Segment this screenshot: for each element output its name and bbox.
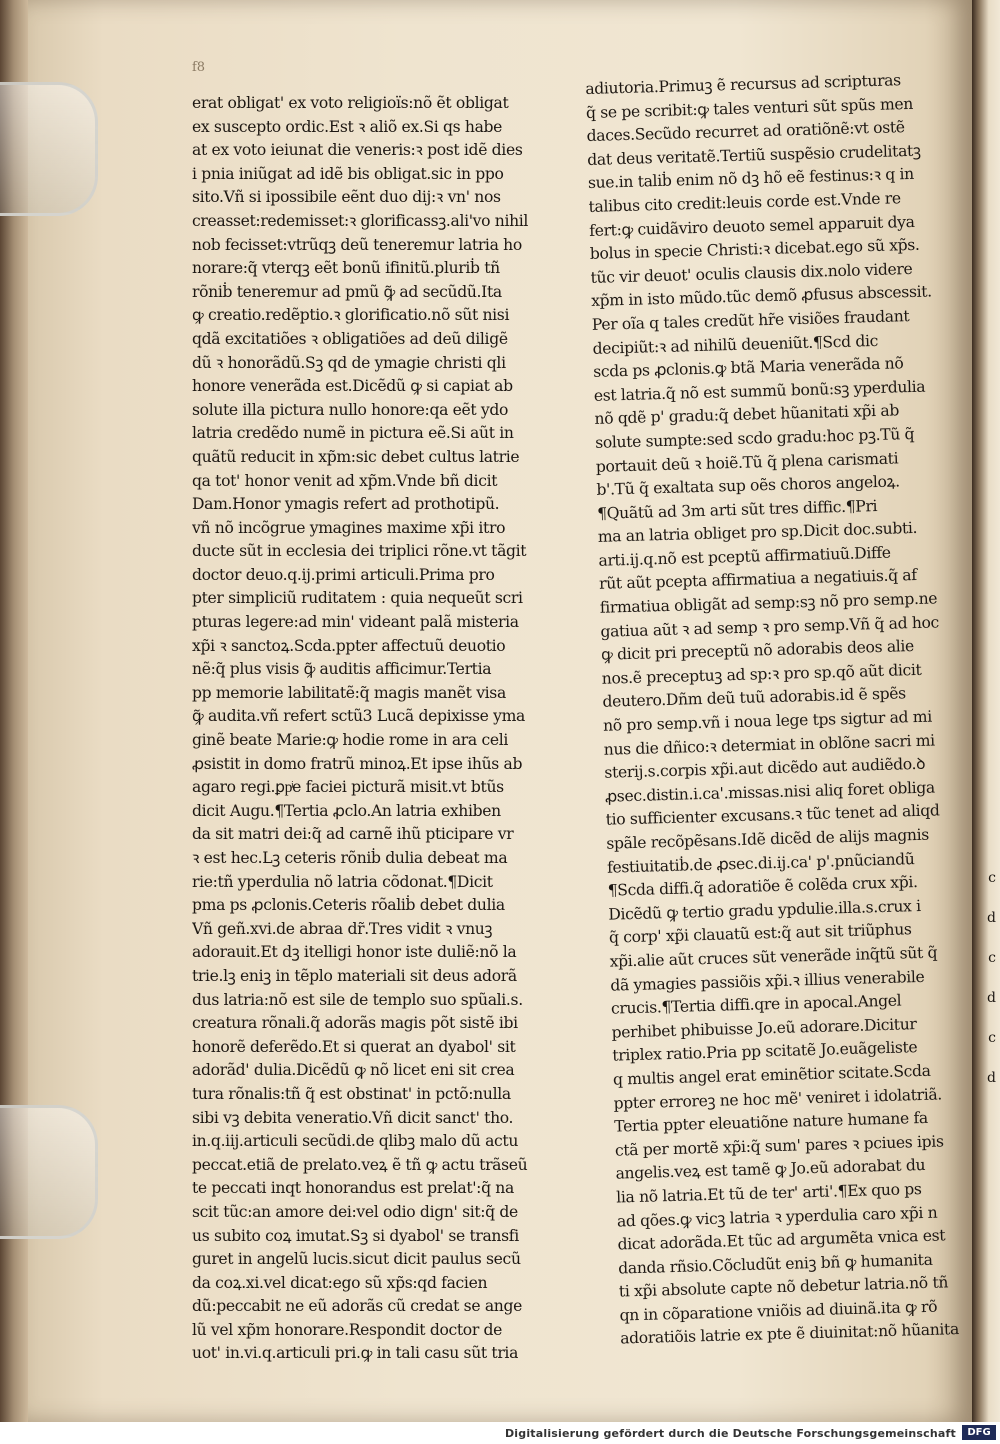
text-line: at ex voto ieiunat die veneris:ꝛ post idẽ dies: [192, 141, 523, 160]
text-line: nẽ:q̃ plus visis ꝙ̃ auditis afficimur.Tertia: [192, 660, 492, 679]
text-line: Dicẽdũ ꝙ tertio gradu ypdulie.illa.s.crux i: [608, 896, 921, 924]
text-line: honore venerãda est.Dicẽdũ ꝙ si capiat ab: [192, 377, 513, 396]
footer-bar: [0, 1422, 1000, 1444]
page-clip-top: [0, 82, 98, 216]
text-line: ppter erroreꝫ ne hoc mẽ' veniret i idolatriã.: [613, 1084, 943, 1113]
text-line: deutero.Dñm deũ tuũ adorabis.id ẽ spẽs: [602, 684, 907, 712]
text-line: est latria.q̃ nõ est summũ bonũ:sꝫ yperdulia: [593, 377, 926, 405]
text-line: lũ vel xp̃m honorare.Respondit doctor de: [192, 1320, 503, 1339]
text-line: pma ps ꝓclonis.Ceteris rõaliḃ debet dulia: [192, 896, 505, 915]
text-line: qa tot' honor venit ad xp̃m.Vnde bñ dicit: [192, 471, 498, 490]
text-line: ꝙ dicit pri preceptũ nõ adorabis deos alie: [600, 637, 915, 665]
text-line: doctor deuo.q.ij.primi articuli.Prima pro: [192, 565, 495, 584]
text-line: us subito coꝝ imutat.Sꝫ si dyabol' se transfi: [192, 1226, 519, 1245]
text-line: xp̃m in isto mũdo.tũc demõ ꝓfusus abscessit.: [590, 282, 932, 311]
text-line: rũt aũt pcepta affirmatiua a negatiuis.q̃ af: [598, 566, 917, 594]
text-line: creatura rõnali.q̃ adorãs magis põt sistẽ ibi: [192, 1014, 518, 1033]
text-line: ꝓsec.distin.i.ca'.missas.nisi aliq foret obliga: [604, 778, 936, 806]
text-line: nob fecisset:vtrũqꝫ deũ teneremur latria ho: [192, 235, 522, 254]
text-line: q multis angel erat eminẽtior scitate.Scda: [612, 1061, 931, 1089]
text-line: pp memorie labilitatẽ:q̃ magis manẽt visa: [192, 683, 506, 702]
text-line: pturas legere:ad min' videant palã misteria: [192, 613, 519, 632]
text-line: te peccati inqt honorandus est prelat':q̃ na: [192, 1179, 514, 1198]
text-line: daces.Secũdo recurret ad oratiõnẽ:vt ostẽ: [586, 118, 905, 146]
text-line: ex suscepto ordic.Est ꝛ aliõ ex.Si qs habe: [192, 117, 503, 136]
facing-page-mark: c: [988, 950, 996, 966]
text-line: dũ ꝛ honorãdũ.Sꝫ qd de ymagie christi qli: [192, 353, 506, 372]
text-line: sterij.s.corpis xp̃i.aut dicẽdo aut audiẽdo.ꝺ: [604, 754, 926, 782]
text-line: uot' in.vi.q.articuli pri.ꝙ in tali casu sũt tria: [192, 1344, 519, 1363]
text-line: ¶Quãtũ ad 3m arti sũt tres diffic.¶Pri: [596, 496, 878, 523]
text-line: vñ nõ incõgrue ymagines maxime xp̃i itro: [192, 518, 506, 537]
text-line: adorãd' dulia.Dicẽdũ ꝙ nõ licet eni sit crea: [192, 1061, 515, 1080]
text-line: Vñ geñ.xvi.de abraa dr̃.Tres vidit ꝛ vnuꝫ: [192, 919, 493, 938]
text-line: Per oĩa q tales credũt hr̃e visiões fraudant: [591, 306, 910, 334]
text-line: lia nõ latria.Et tũ de ter' arti'.¶Ex quo ps: [616, 1179, 922, 1207]
text-line: crucis.¶Tertia diffi.qre in apocal.Angel: [610, 991, 902, 1018]
text-line: festiuitatiḃ.de ꝓsec.di.ij.ca' p'.pnũciandũ: [606, 849, 915, 877]
text-line: scit tũc:an amore dei:vel odio dign' sit:q̃ de: [192, 1202, 518, 1221]
text-line: xp̃i.alie aũt cruces sũt venerãde inq̃tũ sũt q̃: [609, 943, 938, 971]
text-line: ꝙ creatio.redẽptio.ꝛ glorificatio.nõ sũt nisi: [192, 306, 510, 325]
text-line: ꝙ̃ audita.vñ refert sctũ3 Lucã depixisse yma: [192, 707, 525, 726]
text-line: qdã excitatiões ꝛ obligatiões ad deũ diligẽ: [192, 329, 508, 348]
facing-page-mark: d: [987, 1070, 996, 1086]
page-clip-bottom: [0, 1105, 98, 1239]
text-line: gatiua aũt ꝛ ad semp ꝛ pro semp.Vñ q̃ ad hoc: [600, 612, 940, 641]
text-line: b'.Tũ q̃ exaltata sup oẽs choros angeloꝝ.: [596, 472, 901, 499]
facing-page-mark: c: [988, 870, 996, 886]
text-line: solute sumpte:sed scdo gradu:hoc pꝫ.Tũ q̃: [594, 424, 915, 452]
funding-credit: Digitalisierung gefördert durch die Deutsche Forschungsgemeinschaft: [504, 1427, 956, 1440]
text-line: adoratiõis latrie ex pte ẽ diuinitat:nõ hũanita: [619, 1320, 960, 1348]
text-line: ¶Scda diffi.q̃ adoratiõe ẽ colẽda crux xp̃i.: [607, 873, 918, 900]
facing-page-mark: c: [988, 1030, 996, 1046]
text-line: agaro regi.ꝑpͥe faciei picturã misit.vt btũs: [192, 778, 504, 797]
text-line: ma an latria obliget pro sp.Dicit doc.subti.: [597, 519, 918, 547]
text-line: ti xp̃i absolute capte nõ debetur latria.nõ tñ: [618, 1273, 949, 1301]
text-line: scda ps ꝓclonis.ꝙ btã Maria venerãda nõ: [592, 354, 904, 382]
text-line: adorauit.Et dꝫ itelligi honor iste duliẽ:nõ la: [192, 943, 517, 962]
text-line: nõ pro semp.vñ i noua lege tps sigtur ad mi: [602, 707, 933, 735]
text-line: peccat.etiã de prelato.veꝝ ẽ tñ ꝙ actu trãseũ: [192, 1155, 528, 1174]
facing-page-mark: d: [987, 990, 996, 1006]
text-line: tũc vir deuot' oculis clausis dix.nolo videre: [590, 259, 913, 287]
text-line: q̃ se pe scribit:ꝙ tales venturi sũt spũs men: [585, 94, 914, 122]
text-line: dicit Augu.¶Tertia ꝓclo.An latria exhiben: [192, 801, 501, 820]
text-line: da sit matri dei:q̃ ad carnẽ ihũ pticipare vr: [192, 825, 514, 844]
text-line: fert:ꝙ cuidãviro deuoto semel apparuit dya: [589, 212, 915, 240]
dfg-logo: DFG: [962, 1425, 996, 1440]
text-line: i pnia iniũgat ad idẽ bis obligat.sic in ppo: [192, 164, 504, 183]
text-line: adiutoria.Primuꝫ ẽ recursus ad scripturas: [585, 71, 901, 98]
text-line: nos.ẽ preceptuꝫ ad sp:ꝛ pro sp.qõ aũt dicit: [601, 660, 922, 688]
text-line: pter simpliciũ ruditatem : quia nequeũt scri: [192, 589, 523, 608]
text-line: trie.lꝫ eniꝫ in tẽplo materiali sit deus adorã: [192, 966, 517, 985]
text-line: dã ymagies passiõis xp̃i.ꝛ illius venerabile: [610, 967, 925, 995]
text-line: tura rõnalis:tñ q̃ est obstinat' in pctõ:nulla: [192, 1084, 511, 1103]
text-line: danda rñsio.Cõcludũt eniꝫ bñ ꝙ humanita: [617, 1250, 933, 1278]
text-line: da coꝝ.xi.vel dicat:ego sũ xp̃s:qd facien: [192, 1273, 488, 1292]
text-line: qn in cõparatione vniõis ad diuinã.ita ꝙ rõ: [619, 1297, 938, 1325]
text-line: Dam.Honor ymagis refert ad prothotipũ.: [192, 495, 500, 514]
text-line: portauit deũ ꝛ hoiẽ.Tũ q̃ plena carismati: [595, 448, 899, 476]
text-line: arti.ij.q.nõ est pceptũ affirmatiuũ.Diffe: [598, 543, 891, 570]
text-line: ad qões.ꝙ vicꝫ latria ꝛ yperdulia caro xp̃i n: [616, 1203, 938, 1231]
text-line: decipiũt:ꝛ ad nihilũ deueniũt.¶Scd dic: [592, 331, 879, 358]
text-line: creasset:redemisset:ꝛ glorificassꝫ.ali'vo nihil: [192, 211, 529, 230]
text-line: dat deus veritatẽ.Tertiũ suspẽsio crudelitatꝫ: [587, 141, 921, 169]
text-line: rie:tñ yperdulia nõ latria cõdonat.¶Dicit: [192, 872, 493, 891]
text-line: q̃ corp' xp̃i clauatũ est:q̃ aut sit triũphus: [608, 920, 912, 948]
text-line: sibi vꝫ debita veneratio.Vñ dicit sanct' tho.: [192, 1108, 514, 1127]
text-line: spãle recõpẽsans.Idẽ dicẽd de alijs magnis: [606, 825, 930, 853]
text-line: erat obligat' ex voto religioïs:nõ ẽt obligat: [192, 94, 509, 112]
folio-mark: f8: [192, 60, 206, 75]
text-line: ctã per mortẽ xp̃i:q̃ sum' pares ꝛ pciues ipis: [614, 1132, 944, 1160]
right-text-column: [585, 68, 990, 1352]
text-line: solute illa pictura nullo honore:qa eẽt ydo: [192, 400, 509, 419]
text-line: guret in angelũ lucis.sicut dicit paulus secũ: [192, 1250, 521, 1269]
text-line: firmatiua obligãt ad semp:sꝫ nõ pro semp.ne: [599, 589, 938, 617]
text-line: sue.in taliḃ enim nõ dꝫ hõ eẽ festinus:ꝛ q in: [587, 165, 915, 193]
text-line: perhibet phibuisse Jo.eũ adorare.Dicitur: [611, 1014, 917, 1042]
text-line: ducte sũt in ecclesia dei triplici rõne.vt tãgit: [192, 542, 527, 561]
text-line: quãtũ reducit in xp̃m:sic debet cultus latrie: [192, 447, 520, 466]
text-line: sito.Vñ si ipossibile eẽnt duo dij:ꝛ vn' nos: [192, 188, 501, 207]
text-line: nus die dñico:ꝛ determiat in oblõne sacri mi: [603, 731, 936, 759]
text-line: latria credẽdo numẽ in pictura eẽ.Si aũt in: [192, 424, 514, 443]
text-line: talibus cito credit:leuis corde est.Vnde re: [588, 189, 902, 216]
text-line: xp̃i ꝛ sanctoꝝ.Scda.ppter affectuũ deuotio: [192, 636, 506, 655]
text-line: rõniḃ teneremur ad pmũ ꝙ̃ ad secũdũ.Ita: [192, 282, 502, 301]
text-line: triplex ratio.Pria pp scitatẽ Jo.euãgeliste: [612, 1038, 918, 1065]
text-line: nõ qdẽ p' gradu:q̃ debet hũanitati xp̃i ab: [594, 401, 900, 429]
text-line: tio sufficienter excusans.ꝛ tũc tenet ad aliqd: [605, 801, 940, 830]
text-line: in.q.iij.articuli secũdi.de qlibꝫ malo dũ actu: [192, 1132, 519, 1151]
text-line: ginẽ beate Marie:ꝙ hodie rome in ara celi: [192, 731, 508, 750]
text-line: dus latria:nõ est sile de templo suo spũali.s.: [192, 990, 523, 1009]
text-line: Tertia ppter eleuatiõne nature humane fa: [614, 1108, 929, 1136]
text-line: norare:q̃ vterqꝫ eẽt bonũ ifinitũ.pluriḃ tñ: [192, 259, 500, 278]
facing-page-mark: d: [987, 910, 996, 926]
text-line: dũ:peccabit ne eũ adorãs cũ credat se ange: [192, 1297, 522, 1316]
text-line: angelis.veꝝ est tamẽ ꝙ Jo.eũ adorabat du: [615, 1156, 926, 1183]
text-line: ꝛ est hec.Lꝫ ceteris rõniḃ dulia debeat ma: [192, 849, 508, 867]
text-line: dicat adorãda.Et tũc ad argumẽta vnica est: [617, 1226, 946, 1254]
text-line: bolus in specie Christi:ꝛ dicebat.ego sũ xp̃s.: [589, 235, 920, 264]
left-text-column: [192, 92, 570, 1366]
text-line: honorẽ deferẽdo.Et si querat an dyabol' sit: [192, 1037, 516, 1056]
text-line: ꝓsistit in domo fratrũ minoꝝ.Et ipse ihũs ab: [192, 754, 523, 773]
